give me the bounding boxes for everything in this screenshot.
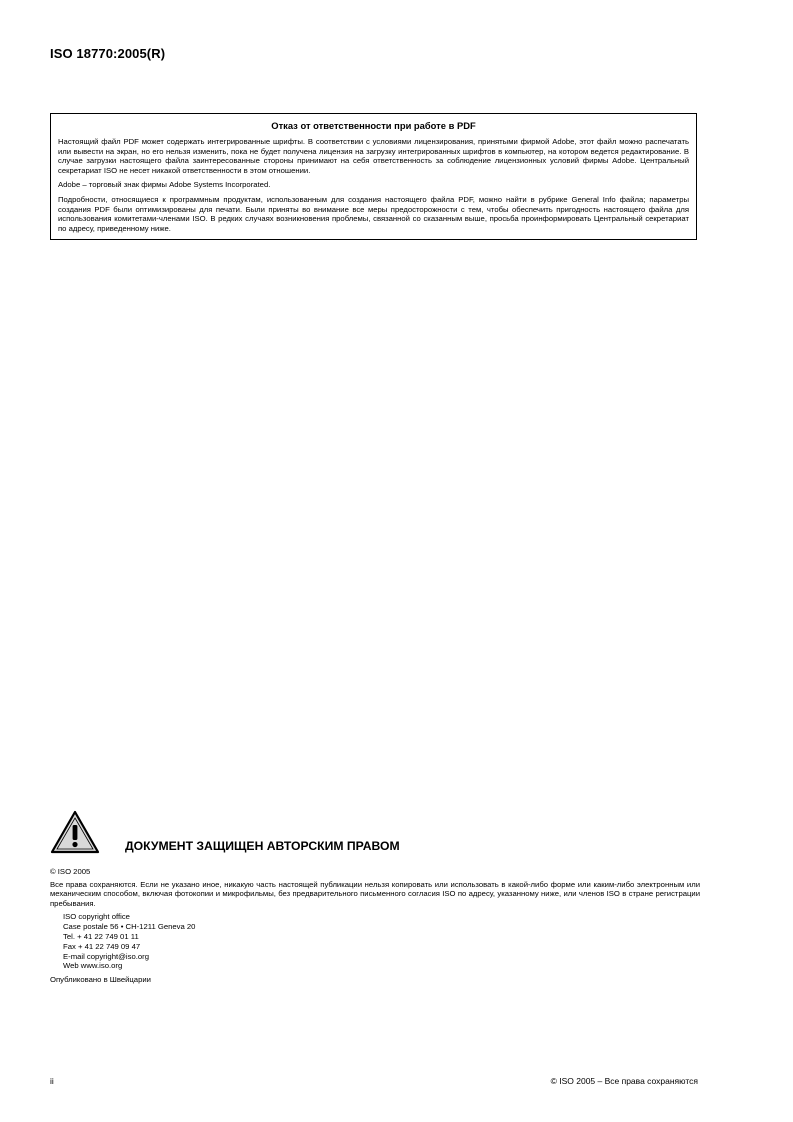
iso-address (63, 912, 700, 971)
disclaimer-paragraph: Adobe – торговый знак фирмы Adobe Systems Incorporated. (58, 180, 271, 190)
copyright-line: © ISO 2005 (50, 867, 91, 876)
rights-text: Все права сохраняются. Если не указано иное, никакую часть настоящей публикации нельзя копировать или использовать в какой-либо форме или каким-либо электронным или механическим способом, включая фотокопии и микрофильмы, без предварительного письменного согласия ISO по адресу, указанному ниже, или членов ISO в стране регистрации пребывания. (50, 879, 700, 908)
address-line: Tel. + 41 22 749 01 11 (63, 931, 139, 941)
document-id: ISO 18770:2005(R) (50, 46, 166, 61)
address-line: Web www.iso.org (63, 961, 123, 971)
copyright-heading: ДОКУМЕНТ ЗАЩИЩЕН АВТОРСКИМ ПРАВОМ (125, 839, 400, 853)
disclaimer-paragraph: Настоящий файл PDF может содержать интегрированные шрифты. В соответствии с условиями лицензирования, принятыми фирмой Adobe, этот файл можно распечатать или вывести на экран, но его нельзя изменить, пока не будет получена лицензия на загрузку интегрированных шрифтов в компьютер, на котором ведется редактирование. В случае загрузки настоящего файла заинтересованные стороны принимают на себя ответственность за соблюдение лицензионных условий фирмы Adobe. Центральный секретариат ISO не несет никакой ответственности в этом отношении. (58, 137, 689, 175)
address-line: ISO copyright office (63, 912, 130, 922)
disclaimer-paragraph: Подробности, относящиеся к программным продуктам, использованным для создания настоящего файла PDF, можно найти в рубрике General Info файла; параметры создания PDF были оптимизированы для печати. Были приняты во внимание все меры предосторожности с тем, чтобы обеспечить пригодность настоящего файла для использования комитетами-членами ISO. В редких случаях возникновения проблемы, связанной со сказанным выше, просьба проинформировать Центральный секретариат по адресу, приведенному ниже. (58, 194, 689, 233)
published-in: Опубликовано в Швейцарии (50, 975, 151, 985)
footer-copyright: © ISO 2005 – Все права сохраняются (550, 1076, 698, 1086)
address-line: Fax + 41 22 749 09 47 (63, 941, 141, 951)
warning-triangle-icon (50, 810, 100, 854)
disclaimer-title: Отказ от ответственности при работе в PDF (271, 120, 476, 131)
copyright-warning (50, 810, 700, 860)
address-line: E-mail copyright@iso.org (63, 951, 149, 961)
page-number: ii (50, 1076, 54, 1086)
pdf-disclaimer-box (50, 113, 697, 240)
address-line: Case postale 56 • CH-1211 Geneva 20 (63, 922, 196, 932)
copyright-section (50, 867, 700, 985)
